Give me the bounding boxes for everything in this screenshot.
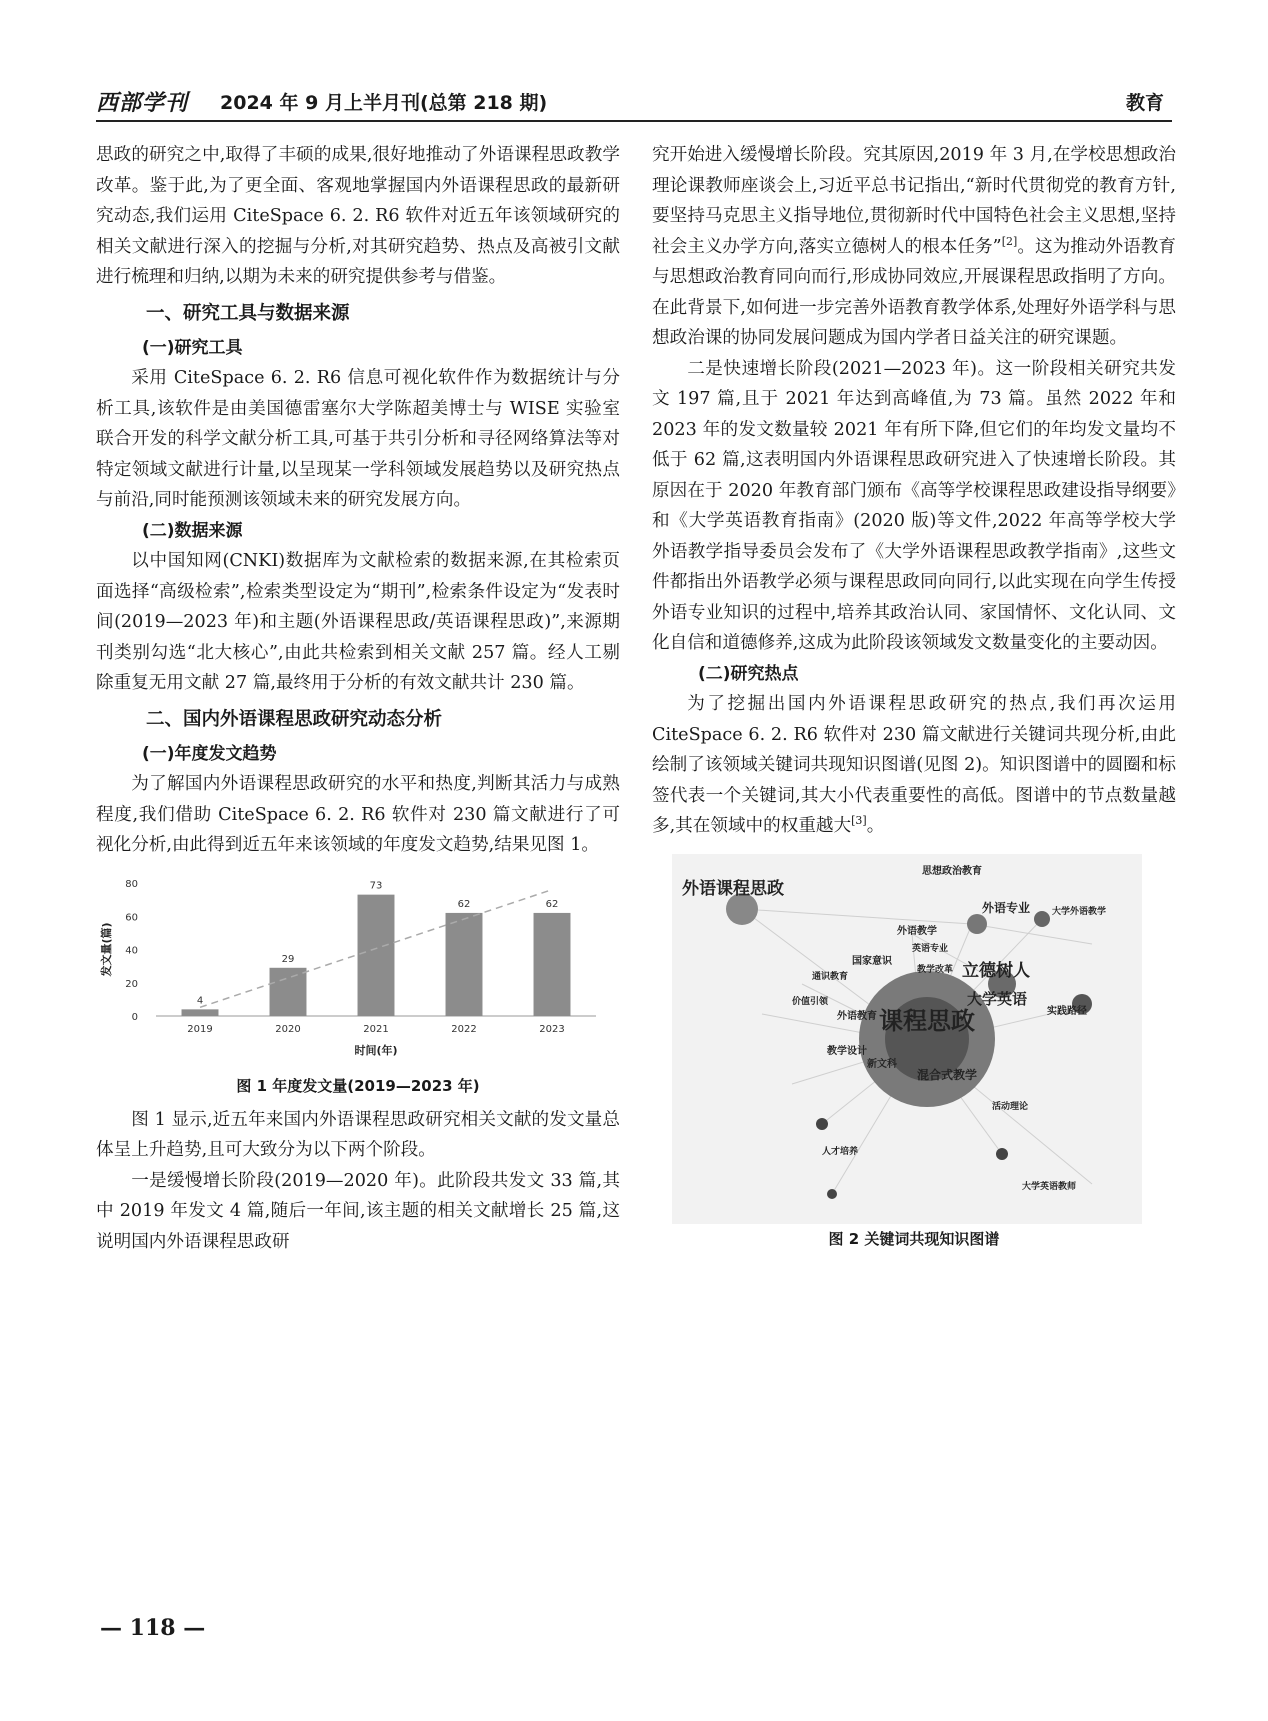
x-tick-label: 2021 xyxy=(363,1023,389,1035)
kw-label: 国家意识 xyxy=(852,955,892,967)
data-label: 29 xyxy=(281,953,295,965)
kw-label: 外语教学 xyxy=(897,925,937,937)
section-heading: 一、研究工具与数据来源 xyxy=(146,302,350,324)
data-label: 4 xyxy=(196,994,204,1006)
y-axis-title: 发文量(篇) xyxy=(100,921,113,977)
figure-1-bar-chart xyxy=(96,871,620,1071)
paragraph: 二是快速增长阶段(2021—2023 年)。这一阶段相关研究共发文 197 篇,且于 2021 年达到高峰值,为 73 篇。虽然 2022 年和 2023 年的发文数量较 2021 年有所下降,但它们的年均发文量均不低于 62 篇,这表明国内外语课程思政研究进入了快速增长阶段。其原因在于 2020 年教育部门颁布《高等学校课程思政建设指导纲要》和《大学英语教育指南》(2020 版)等文件,2022 年高等学校大学外语教学指导委员会发布了《大学外语课程思政教学指南》,这些文件都指出外语教学必须与课程思政同向同行,以此实现在向学生传授外语专业知识的过程中,培养其政治认同、家国情怀、文化认同、文化自信和道德修养,这成为此阶段该领域发文数量变化的主要动因。 xyxy=(652,358,1176,653)
kw-label: 课程思政 xyxy=(879,1006,975,1035)
paragraph: 以中国知网(CNKI)数据库为文献检索的数据来源,在其检索页面选择“高级检索”,检索类型设定为“期刊”,检索条件设定为“发表时间(2019—2023 年)和主题(外语课程思政/英语课程思政)”,来源期刊类别勾选“北大核心”,由此共检索到相关文献 257 篇。经人工剔除重复无用文献 27 篇,最终用于分析的有效文献共计 230 篇。 xyxy=(96,551,620,693)
subsection-heading: (二)研究热点 xyxy=(698,663,799,684)
subsection-heading: (二)数据来源 xyxy=(142,520,243,541)
kw-label: 大学外语教学 xyxy=(1052,906,1107,917)
kw-label: 教学设计 xyxy=(827,1045,867,1057)
x-tick-label: 2020 xyxy=(275,1023,301,1035)
paragraph xyxy=(652,689,1176,842)
y-tick-label: 20 xyxy=(125,978,138,990)
kw-label: 大学英语教师 xyxy=(1022,1181,1077,1192)
keyword-map-svg xyxy=(672,854,1142,1224)
paragraph: 为了解国内外语课程思政研究的水平和热度,判断其活力与成熟程度,我们借助 CiteSpace 6. 2. R6 软件对 230 篇文献进行了可视化分析,由此得到近五年来该领域的年度发文趋势,结果见图 1。 xyxy=(96,774,620,855)
page-number: — 118 — xyxy=(100,1615,206,1641)
paragraph xyxy=(652,140,1176,354)
x-tick-label: 2019 xyxy=(187,1023,213,1035)
data-label: 62 xyxy=(457,898,471,910)
kw-label: 思想政治教育 xyxy=(922,865,982,877)
subsection-heading: (一)年度发文趋势 xyxy=(142,743,277,764)
kw-label: 通识教育 xyxy=(812,971,849,982)
y-tick-label: 40 xyxy=(125,945,138,956)
kw-label: 实践路径 xyxy=(1047,1005,1087,1017)
figure-1-caption: 图 1 年度发文量(2019—2023 年) xyxy=(236,1076,480,1095)
paragraph-text: 究开始进入缓慢增长阶段。究其原因,2019 年 3 月,在学校思想政治理论课教师座谈会上,习近平总书记指出,“新时代贯彻党的教育方针,要坚持马克思主义指导地位,贯彻新时代中国特色社会主义思想,坚持社会主义办学方向,落实立德树人的根本任务” xyxy=(652,145,1176,257)
issue-info: 2024 年 9 月上半月刊(总第 218 期) xyxy=(220,92,548,114)
y-tick-label: 0 xyxy=(131,1011,138,1023)
paragraph: 思政的研究之中,取得了丰硕的成果,很好地推动了外语课程思政教学改革。鉴于此,为了更全面、客观地掌握国内外语课程思政的最新研究动态,我们运用 CiteSpace 6. 2. R6 软件对近五年该领域研究的相关文献进行深入的挖掘与分析,对其研究趋势、热点及高被引文献进行梳理和归纳,以期为未来的研究提供参考与借鉴。 xyxy=(96,145,620,287)
kw-label: 价值引领 xyxy=(792,996,829,1007)
bar xyxy=(358,894,395,1015)
x-tick-label: 2022 xyxy=(451,1023,477,1035)
x-axis-title: 时间(年) xyxy=(354,1043,398,1057)
paragraph: 采用 CiteSpace 6. 2. R6 信息可视化软件作为数据统计与分析工具,该软件是由美国德雷塞尔大学陈超美博士与 WISE 实验室联合开发的科学文献分析工具,可基于共引分析和寻径网络算法等对特定领域文献进行计量,以呈现某一学科领域发展趋势以及研究热点与前沿,同时能预测该领域未来的研究发展方向。 xyxy=(96,368,620,510)
journal-logo: 西部学刊 xyxy=(96,90,189,116)
kw-label: 立德树人 xyxy=(962,960,1030,981)
kw-label: 新文科 xyxy=(867,1058,897,1070)
paragraph-text: 。这为推动外语教育与思想政治教育同向而行,形成协同效应,开展课程思政指明了方向。在此背景下,如何进一步完善外语教育教学体系,处理好外语学科与思想政治课的协同发展问题成为国内学者日益关注的研究课题。 xyxy=(652,236,1176,348)
y-tick-label: 60 xyxy=(125,911,138,923)
bar xyxy=(446,912,483,1015)
node xyxy=(1034,911,1050,927)
kw-label: 外语专业 xyxy=(982,900,1031,915)
bar xyxy=(534,912,571,1015)
node xyxy=(816,1118,828,1130)
kw-label: 外语教育 xyxy=(837,1010,877,1022)
x-tick-label: 2023 xyxy=(539,1023,565,1035)
data-label: 73 xyxy=(369,880,383,892)
page-header xyxy=(96,86,1172,122)
y-tick-label: 80 xyxy=(125,878,138,890)
paragraph-text: 为了挖掘出国内外语课程思政研究的热点,我们再次运用 CiteSpace 6. 2. R6 软件对 230 篇文献进行关键词共现分析,由此绘制了该领域关键词共现知识图谱(见图 2)。知识图谱中的圆圈和标签代表一个关键词,其大小代表重要性的高低。图谱中的节点数量越多,其在领域中的权重越大 xyxy=(652,694,1176,836)
section-heading: 二、国内外语课程思政研究动态分析 xyxy=(146,708,443,730)
paragraph-text: 。 xyxy=(866,816,885,836)
data-label: 62 xyxy=(545,898,559,910)
kw-label: 大学英语 xyxy=(967,989,1028,1008)
node xyxy=(996,1148,1008,1160)
node xyxy=(827,1189,837,1199)
kw-label: 外语课程思政 xyxy=(682,878,784,899)
subsection-heading: (一)研究工具 xyxy=(142,337,243,358)
section-label: 教育 xyxy=(1125,92,1164,114)
citation-ref: [3] xyxy=(851,814,867,828)
figure-2-keyword-map xyxy=(672,854,1142,1224)
paragraph: 图 1 显示,近五年来国内外语课程思政研究相关文献的发文量总体呈上升趋势,且可大致分为以下两个阶段。 xyxy=(96,1109,620,1160)
citation-ref: [2] xyxy=(1001,234,1018,248)
kw-label: 人才培养 xyxy=(822,1146,859,1157)
left-column xyxy=(96,140,620,1257)
right-column xyxy=(652,140,1176,1258)
node xyxy=(967,914,987,934)
bar-chart-svg xyxy=(96,871,620,1071)
bar xyxy=(182,1009,219,1016)
bar xyxy=(270,967,307,1015)
kw-label: 教学改革 xyxy=(917,964,954,975)
kw-label: 混合式教学 xyxy=(917,1067,978,1082)
paragraph: 一是缓慢增长阶段(2019—2020 年)。此阶段共发文 33 篇,其中 2019 年发文 4 篇,随后一年间,该主题的相关文献增长 25 篇,这说明国内外语课程思政研 xyxy=(96,1170,620,1252)
kw-label: 活动理论 xyxy=(992,1101,1029,1112)
figure-2-caption: 图 2 关键词共现知识图谱 xyxy=(828,1229,1000,1248)
kw-label: 英语专业 xyxy=(912,943,949,954)
